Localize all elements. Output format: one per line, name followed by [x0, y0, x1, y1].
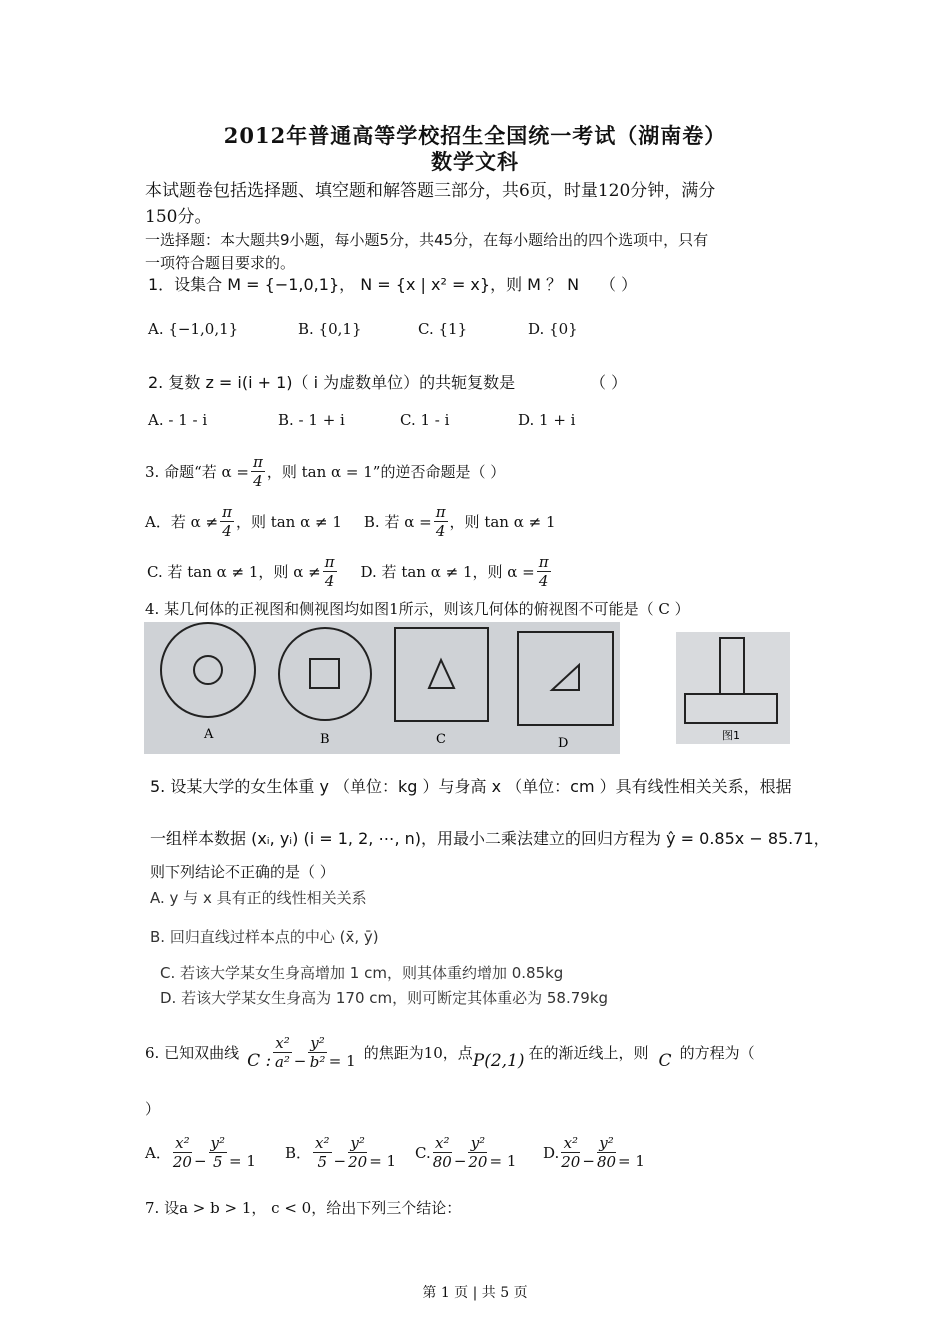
q4-figure-1 [676, 632, 790, 744]
q4-option-figures [144, 622, 620, 754]
q5-option-d: D. 若该大学某女生身高为 170 cm，则可断定其体重必为 58.79kg [160, 989, 609, 1007]
q3-option-a-post: ，则 tan α ≠ 1 [235, 513, 342, 531]
q6-main-n1: x² [275, 1034, 290, 1052]
q3-option-b-fraction [434, 503, 448, 540]
q6-main-rhs: = 1 [328, 1051, 356, 1070]
q5-stem-1: 5. 设某大学的女生体重 y （单位：kg ）与身高 x （单位：cm ）具有线性相关关系，根据 [150, 777, 792, 796]
q6-option-a [145, 1134, 285, 1171]
fig1-svg [676, 632, 790, 744]
q3-stem-post: ，则 tan α = 1”的逆否命题是（ ） [266, 463, 506, 481]
q4-figures-svg [144, 622, 620, 754]
page-title: 2012年普通高等学校招生全国统一考试（湖南卷） [223, 123, 727, 148]
q6-option-c [415, 1134, 543, 1171]
q4-stem: 4. 某几何体的正视图和侧视图均如图1所示，则该几何体的俯视图不可能是（ C ） [145, 600, 690, 618]
q1-options [148, 320, 610, 338]
q3-option-a-pre: A．若 α ≠ [145, 513, 219, 531]
q6-main-d2: b² [309, 1053, 326, 1071]
fig-label-d: D [558, 736, 569, 751]
fig1-base-block [685, 694, 777, 723]
q6-option-fraction: $\frac{\text{x²}}{5}$ [315, 1134, 330, 1171]
q6-option-fraction: $\frac{\text{x²}}{20}$ [172, 1134, 192, 1171]
q1-option-a: A. {−1,0,1} [148, 320, 239, 338]
q3-c-num: π [324, 553, 335, 571]
q3-a-num: π [222, 503, 232, 521]
q6-main-minus: − [293, 1051, 307, 1070]
q1-paren: （ ） [600, 275, 638, 294]
fig-a-inner-circle [194, 656, 222, 684]
q2-option-a: A. - 1 - i [148, 411, 208, 429]
q6-option-rhs: = 1 [229, 1151, 256, 1170]
fig-c-square [395, 628, 488, 721]
q6-option-b [285, 1134, 415, 1171]
q3-option-c-pre: C. 若 tan α ≠ 1，则 α ≠ [147, 563, 321, 581]
fig-b-square [310, 659, 339, 688]
q3-c-den: 4 [324, 572, 335, 590]
q6-option-rhs: = 1 [618, 1151, 645, 1170]
page-subtitle: 数学文科 [431, 149, 519, 174]
fig-c-triangle [429, 660, 454, 688]
q7-stem: 7. 设a > b > 1， c < 0，给出下列三个结论： [145, 1199, 462, 1217]
fig-d-triangle [552, 665, 579, 690]
q2-option-c: C. 1 - i [400, 411, 450, 429]
q6-options [145, 1134, 663, 1171]
q1-stem: 1．设集合 M = {−1,0,1}， N = {x | x² = x}，则 M ？ N [148, 275, 580, 294]
q6-main-frac-2 [308, 1034, 327, 1071]
q3-frac-den: 4 [253, 472, 263, 490]
section-line-1: 一选择题：本大题共9小题，每小题5分，共45分，在每小题给出的四个选项中，只有 [145, 231, 709, 249]
q3-d-den: 4 [538, 572, 549, 590]
q6-option-fraction: $\frac{\text{y²}}{20}$ [468, 1134, 488, 1171]
q3-option-b-post: ，则 tan α ≠ 1 [449, 513, 556, 531]
q6-stem-mid: 的焦距为10，点 [363, 1044, 473, 1062]
q6-option-minus: − [193, 1151, 207, 1170]
q6-stem [145, 1034, 755, 1071]
fig-label-c: C [436, 732, 446, 747]
q6-stem-mid2: 在的渐近线上，则 [528, 1044, 649, 1062]
q6-option-rhs: = 1 [489, 1151, 517, 1170]
section-line-2: 一项符合题目要求的。 [145, 254, 296, 272]
q6-option-rhs: = 1 [369, 1151, 397, 1170]
q3-b-num: π [435, 503, 446, 521]
q6-option-minus: − [333, 1151, 347, 1170]
fig1-top-block [720, 638, 744, 694]
q2-option-b: B. - 1 + i [278, 411, 345, 429]
intro-line-1: 本试题卷包括选择题、填空题和解答题三部分，共6页，时量120分钟，满分 [145, 181, 716, 201]
q5-stem-2: 一组样本数据 (xᵢ, yᵢ) (i = 1, 2, ⋯, n)，用最小二乘法建立的回归方程为 ŷ = 0.85x − 85.71， [150, 829, 830, 848]
q6-close-paren: ） [145, 1100, 161, 1118]
q5-option-a: A. y 与 x 具有正的线性相关关系 [150, 889, 367, 907]
q3-option-b-pre: B. 若 α = [363, 513, 432, 531]
q3-option-d-pre: D. 若 tan α ≠ 1，则 α = [360, 563, 535, 581]
q3-option-a-fraction [220, 503, 234, 540]
q2-options [148, 411, 575, 429]
q6-option-fraction: $\frac{\text{y²}}{80}$ [596, 1134, 617, 1171]
q6-option-minus: − [453, 1151, 467, 1170]
q3-stem-fraction [251, 453, 265, 490]
q6-main-frac-1 [273, 1034, 291, 1071]
q3-a-den: 4 [222, 522, 232, 540]
q6-curve-label: C : [247, 1050, 272, 1071]
q6-option-label: D. [543, 1143, 560, 1162]
fig-b-circle [279, 628, 371, 720]
q1-option-b: B. {0,1} [298, 320, 362, 338]
q3-options-cd [147, 553, 553, 590]
q6-option-label: B． [285, 1144, 312, 1162]
q6-main-d1: a² [274, 1053, 290, 1071]
q5-stem-3: 则下列结论不正确的是（ ） [150, 863, 335, 881]
fig1-label: 图1 [722, 729, 740, 742]
q3-stem-pre: 3. 命题“若 α = [145, 463, 249, 481]
q6-curve: C [658, 1050, 672, 1071]
q6-point: P(2,1) [472, 1050, 525, 1071]
q2-option-d: D. 1 + i [518, 411, 576, 429]
fig-label-b: B [320, 732, 330, 747]
q6-stem-post: 的方程为（ [679, 1044, 755, 1062]
fig-a-outer-circle [161, 623, 255, 717]
q3-d-num: π [538, 553, 549, 571]
fig-label-a: A [204, 727, 214, 742]
q3-option-c-fraction [323, 553, 337, 590]
q2-stem: 2. 复数 z = i(i + 1)（ i 为虚数单位）的共轭复数是 [148, 373, 516, 392]
q6-option-d [543, 1134, 663, 1171]
q6-option-label: C. [415, 1143, 431, 1162]
q3-option-d-fraction [537, 553, 551, 590]
q6-option-fraction: $\frac{\text{x²}}{80}$ [432, 1134, 452, 1171]
q3-b-den: 4 [435, 522, 446, 540]
q2-paren: （ ） [590, 373, 628, 392]
page-footer: 第 1 页 | 共 5 页 [422, 1285, 528, 1301]
intro-line-2: 150分。 [145, 207, 212, 227]
q6-option-fraction: $\frac{\text{y²}}{5}$ [210, 1134, 226, 1171]
q1-option-d: D. {0} [528, 320, 578, 338]
q5-option-b: B. 回归直线过样本点的中心 (x̄, ȳ) [150, 928, 379, 946]
q5-option-c: C. 若该大学某女生身高增加 1 cm，则其体重约增加 0.85kg [160, 964, 564, 982]
q6-option-minus: − [582, 1151, 595, 1170]
q3-options-ab [145, 503, 556, 540]
q1-option-c: C. {1} [418, 320, 468, 338]
q6-option-label: A． [145, 1144, 171, 1162]
q6-option-fraction: $\frac{\text{x²}}{20}$ [561, 1134, 581, 1171]
q6-option-fraction: $\frac{\text{y²}}{20}$ [348, 1134, 368, 1171]
q6-stem-pre: 6. 已知双曲线 [145, 1044, 240, 1062]
q3-frac-num: π [252, 453, 263, 471]
q3-stem [145, 453, 505, 490]
q6-main-n2: y² [310, 1034, 325, 1052]
